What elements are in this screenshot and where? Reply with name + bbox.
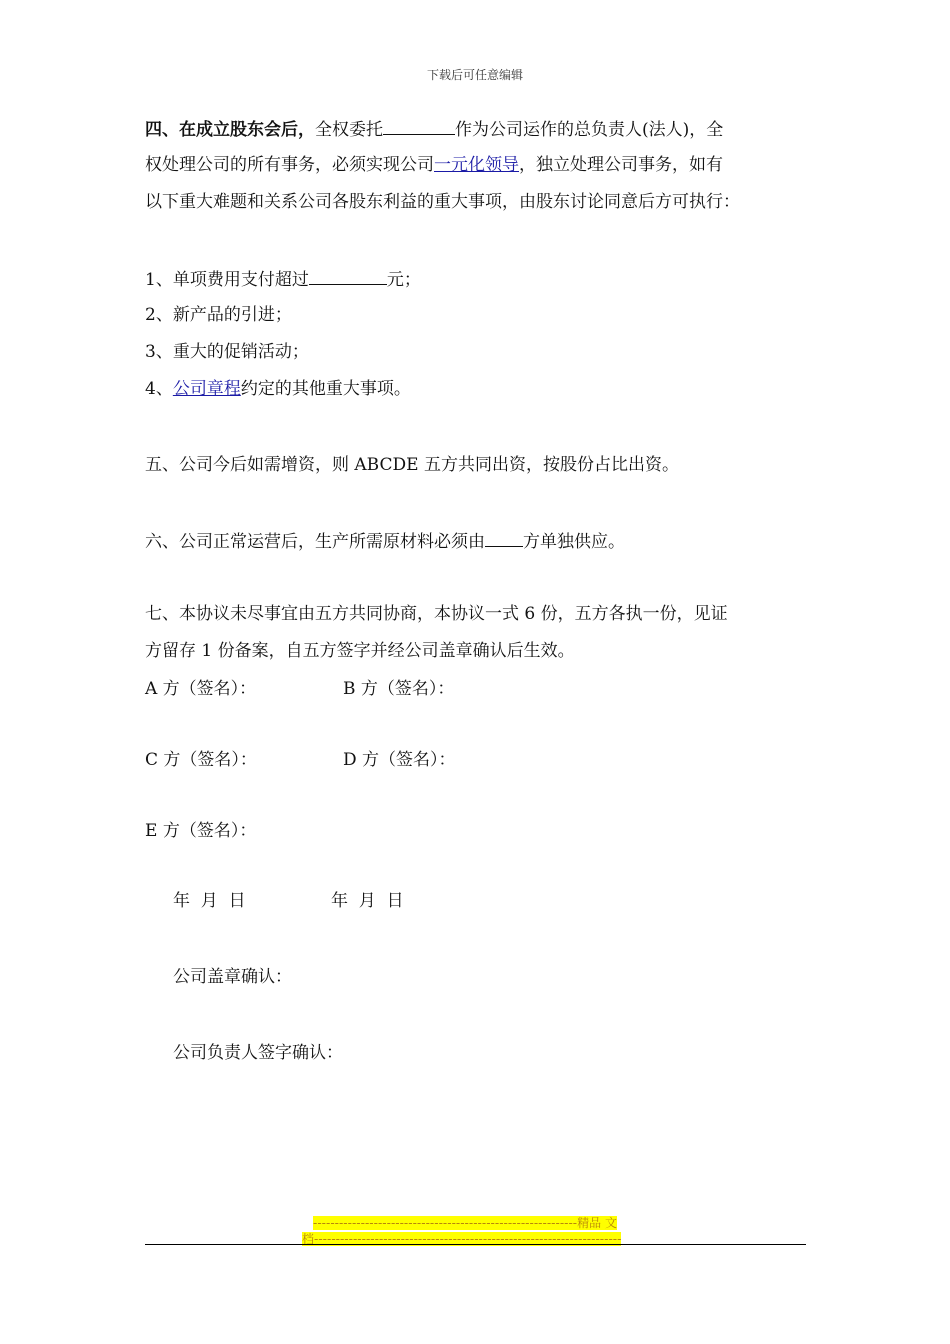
section-4-line-2-text-b: ，独立处理公司事务，如有 [519, 155, 723, 175]
link-unified-leadership[interactable]: 一元化领导 [434, 155, 519, 175]
section-7-line-1: 七、本协议未尽事宜由五方共同协商，本协议一式 6 份，五方各执一份，见证 [145, 604, 728, 624]
signature-a: A 方（签名）： [145, 679, 257, 699]
item-4-text-a: 4、 [145, 379, 173, 399]
company-head-signature: 公司负责人签字确认： [173, 1043, 343, 1063]
section-4-text-a: 全权委托 [315, 120, 383, 140]
link-company-charter[interactable]: 公司章程 [172, 379, 241, 399]
section-6-text-b: 方单独供应。 [523, 532, 625, 552]
item-1-text-b: 元； [386, 270, 421, 290]
item-4 [145, 379, 411, 399]
item-4-text-b: 约定的其他重大事项。 [240, 379, 411, 399]
company-seal-confirmation: 公司盖章确认： [173, 967, 292, 987]
page-header: 下载后可任意编辑 [426, 68, 523, 82]
signature-d: D 方（签名）： [343, 750, 456, 770]
section-4-line-3: 以下重大难题和关系公司各股东利益的重大事项，由股东讨论同意后方可执行： [145, 192, 740, 212]
section-6-text-a: 六、公司正常运营后，生产所需原材料必须由 [145, 532, 485, 552]
section-4-text-b: 作为公司运作的总负责人(法人)，全 [455, 120, 724, 140]
signature-e: E 方（签名）： [145, 821, 257, 841]
date-right: 年 月 日 [331, 891, 404, 911]
blank-amount [309, 268, 387, 285]
footer-text-1: -------------------------------------------------------------精品 文 [313, 1216, 617, 1230]
footer-rule [145, 1244, 806, 1245]
signature-b: B 方（签名）： [343, 679, 455, 699]
section-4-line-2-text-a: 权处理公司的所有事务，必须实现公司 [145, 155, 434, 175]
section-4-line-2 [145, 155, 723, 175]
section-4-lead: 四、在成立股东会后， [145, 120, 315, 140]
item-3: 3、重大的促销活动； [145, 342, 309, 362]
footer-text-2: 档----------------------------------------------------------------------- [302, 1232, 622, 1246]
blank-supplier [485, 530, 523, 547]
section-4-line-1 [145, 118, 723, 140]
section-6 [145, 530, 625, 552]
blank-representative [383, 118, 455, 135]
section-7-line-2: 方留存 1 份备案，自五方签字并经公司盖章确认后生效。 [145, 641, 575, 661]
item-1 [145, 268, 421, 290]
date-left: 年 月 日 [173, 891, 246, 911]
item-2: 2、新产品的引进； [145, 305, 292, 325]
section-5: 五、公司今后如需增资，则 ABCDE 五方共同出资，按股份占比出资。 [145, 455, 679, 475]
item-1-text-a: 1、单项费用支付超过 [145, 270, 309, 290]
signature-c: C 方（签名）： [145, 750, 257, 770]
